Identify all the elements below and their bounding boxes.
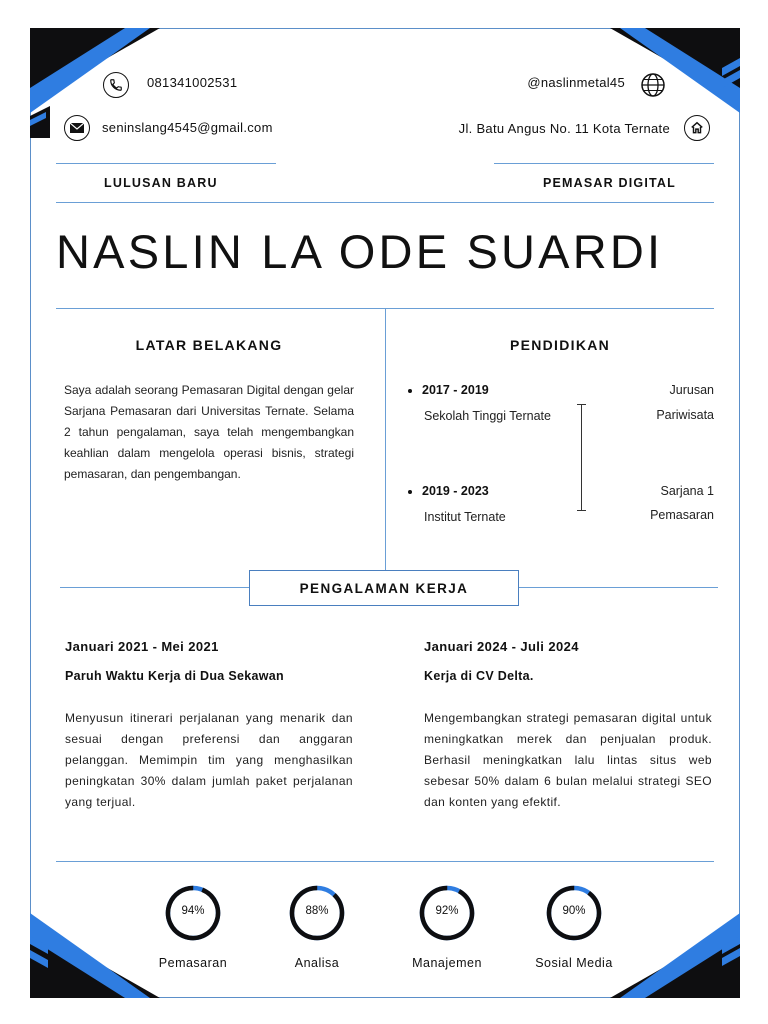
experience-title: PENGALAMAN KERJA [249, 570, 519, 606]
email-address: seninslang4545@gmail.com [102, 120, 273, 135]
tag-fresh-graduate: LULUSAN BARU [104, 176, 218, 190]
skill-label: Manajemen [412, 956, 482, 970]
skill-percentage: 90% [562, 905, 586, 917]
background-text: Saya adalah seorang Pemasaran Digital dengan gelar Sarjana Pemasaran dari Universitas Ternate. Selama 2 tahun pengalaman, saya telah mengembangkan keahlian dalam mengelola operasi bisnis, strategi pemasaran, dan pengembangan. [64, 383, 354, 481]
edu-detail: Jurusan [669, 383, 714, 397]
phone-number: 081341002531 [147, 75, 238, 90]
exp-date: Januari 2024 - Juli 2024 [424, 639, 579, 654]
mail-icon [64, 115, 90, 141]
globe-icon [640, 72, 666, 98]
edu-school: Institut Ternate [424, 510, 506, 524]
education-title: PENDIDIKAN [509, 337, 611, 353]
divider [56, 202, 714, 203]
skill-ring [288, 884, 346, 942]
edu-years: 2017 - 2019 [422, 383, 489, 397]
home-address: Jl. Batu Angus No. 11 Kota Ternate [458, 121, 670, 136]
skill-label: Analisa [294, 956, 340, 970]
divider [494, 163, 714, 164]
skill-label: Sosial Media [535, 956, 613, 970]
full-name: NASLIN LA ODE SUARDI [56, 225, 664, 278]
bullet [408, 389, 412, 393]
timeline-tick [577, 404, 586, 405]
skill-percentage: 92% [435, 905, 459, 917]
skill-ring [545, 884, 603, 942]
divider [56, 163, 276, 164]
edu-detail: Pariwisata [656, 408, 714, 422]
corner-decoration-bottom-right [610, 888, 740, 998]
social-handle: @naslinmetal45 [527, 75, 625, 90]
corner-decoration-bottom-left [30, 888, 160, 998]
timeline-tick [577, 510, 586, 511]
skill-ring [418, 884, 476, 942]
skill-percentage: 88% [305, 905, 329, 917]
exp-role: Paruh Waktu Kerja di Dua Sekawan [65, 669, 284, 683]
exp-description: Menyusun itinerari perjalanan yang menarik dan sesuai dengan preferensi dan anggaran pelanggan. Memimpin tim yang menghasilkan peningkatan 30% dalam jumlah paket perjalanan yang terjual. [65, 711, 353, 809]
exp-role: Kerja di CV Delta. [424, 669, 534, 683]
phone-icon [103, 72, 129, 98]
edu-detail: Sarjana 1 [660, 484, 714, 498]
timeline-line [581, 404, 582, 510]
skill-percentage: 94% [181, 905, 205, 917]
tag-digital-marketer: PEMASAR DIGITAL [542, 176, 676, 190]
column-divider [385, 309, 386, 570]
edu-detail: Pemasaran [650, 508, 714, 522]
home-icon [684, 115, 710, 141]
skill-label: Pemasaran [158, 956, 228, 970]
exp-description: Mengembangkan strategi pemasaran digital untuk meningkatkan merek dan penjualan produk. Berhasil meningkatkan lalu lintas situs web sebesar 50% dalam 6 bulan melalui strategi SEO dan konten yang efektif. [424, 711, 712, 809]
edu-school: Sekolah Tinggi Ternate [424, 409, 551, 423]
skill-ring [164, 884, 222, 942]
bullet [408, 490, 412, 494]
edu-years: 2019 - 2023 [422, 484, 489, 498]
background-title: LATAR BELAKANG [135, 337, 283, 353]
divider [56, 861, 714, 862]
exp-date: Januari 2021 - Mei 2021 [65, 639, 219, 654]
